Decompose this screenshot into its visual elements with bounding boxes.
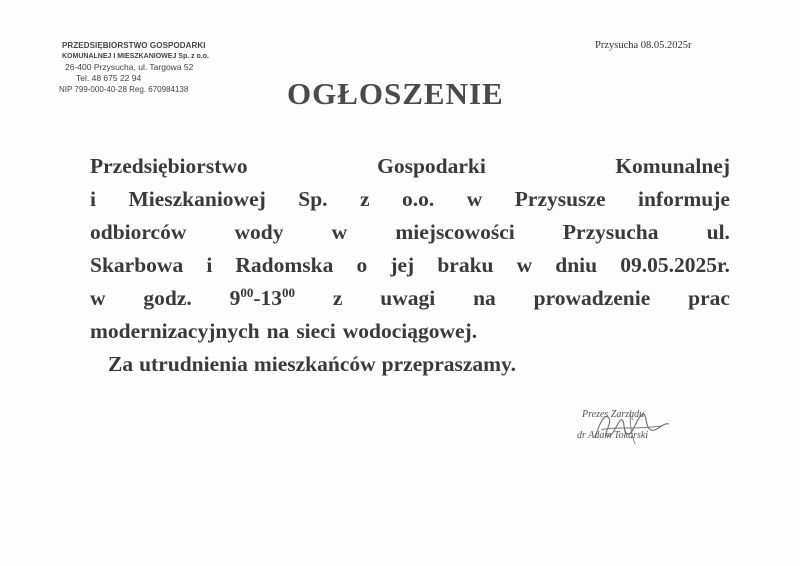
word: wody (234, 220, 284, 244)
word: braku (437, 253, 494, 277)
word: wodociągowej. (342, 319, 478, 343)
hour-end: 13 (260, 286, 283, 310)
word: z (360, 187, 370, 211)
word: ul. (706, 220, 730, 244)
word: modernizacyjnych (90, 319, 260, 343)
body-line-2 (90, 183, 730, 216)
word: utrudnienia (139, 352, 248, 376)
body-line-5 (90, 282, 730, 315)
hour-start-minutes: 00 (240, 285, 254, 300)
word: o.o. (402, 187, 435, 211)
word: i (206, 253, 213, 277)
body-line-1 (90, 150, 730, 183)
word: przepraszamy. (381, 352, 516, 376)
word: odbiorców (90, 220, 187, 244)
signature-role: Prezes Zarządu (582, 409, 645, 420)
word: uwagi (380, 286, 436, 310)
word: w (90, 286, 106, 310)
word: Skarbowa (90, 253, 184, 277)
word: miejscowości (395, 220, 515, 244)
stamp-address: 26-400 Przysucha, ul. Targowa 52 (65, 62, 194, 72)
body-line-4 (90, 249, 730, 282)
body-line-7 (90, 348, 730, 381)
word: jej (390, 253, 415, 277)
word: 09.05.2025r. (620, 253, 730, 277)
word: Mieszkaniowej (128, 187, 266, 211)
word: o (356, 253, 368, 277)
word: i (90, 187, 96, 211)
place-date: Przysucha 08.05.2025r (595, 40, 692, 51)
word: Przedsiębiorstwo (90, 154, 248, 178)
stamp-line-2: KOMUNALNEJ I MIESZKANIOWEJ Sp. z o.o. (62, 53, 210, 60)
word: Sp. (298, 187, 328, 211)
body-line-6 (90, 315, 730, 348)
word: prac (688, 286, 730, 310)
word: w (516, 253, 533, 277)
announcement-body (90, 150, 730, 381)
word: prowadzenie (533, 286, 651, 310)
word: Przysucha (562, 220, 659, 244)
word: Przysusze (514, 187, 606, 211)
page-title: OGŁOSZENIE (287, 76, 504, 111)
word: w (331, 220, 348, 244)
word: godz. (143, 286, 192, 310)
body-line-3 (90, 216, 730, 249)
hour-start: 9 (229, 286, 241, 310)
signature-name: dr Adam Tokarski (577, 430, 649, 441)
word: dniu (555, 253, 598, 277)
word: na (266, 319, 290, 343)
word: sieci (296, 319, 336, 343)
word: informuje (637, 187, 730, 211)
word: w (466, 187, 483, 211)
stamp-nip: NIP 799-000-40-28 Reg. 670984138 (59, 85, 189, 94)
hours-range (230, 282, 295, 315)
word: Komunalnej (615, 154, 730, 178)
word: z (332, 286, 343, 310)
stamp-phone: Tel. 48 675 22 94 (76, 73, 142, 83)
hour-end-minutes: 00 (282, 285, 296, 300)
word: na (473, 286, 496, 310)
word: Za (108, 352, 134, 376)
stamp-line-1: PRZEDSIĘBIORSTWO GOSPODARKI (62, 41, 206, 50)
range-dash: - (253, 286, 261, 310)
word: mieszkańców (253, 352, 376, 376)
word: Radomska (235, 253, 334, 277)
company-stamp (59, 40, 232, 95)
word: Gospodarki (377, 154, 486, 178)
